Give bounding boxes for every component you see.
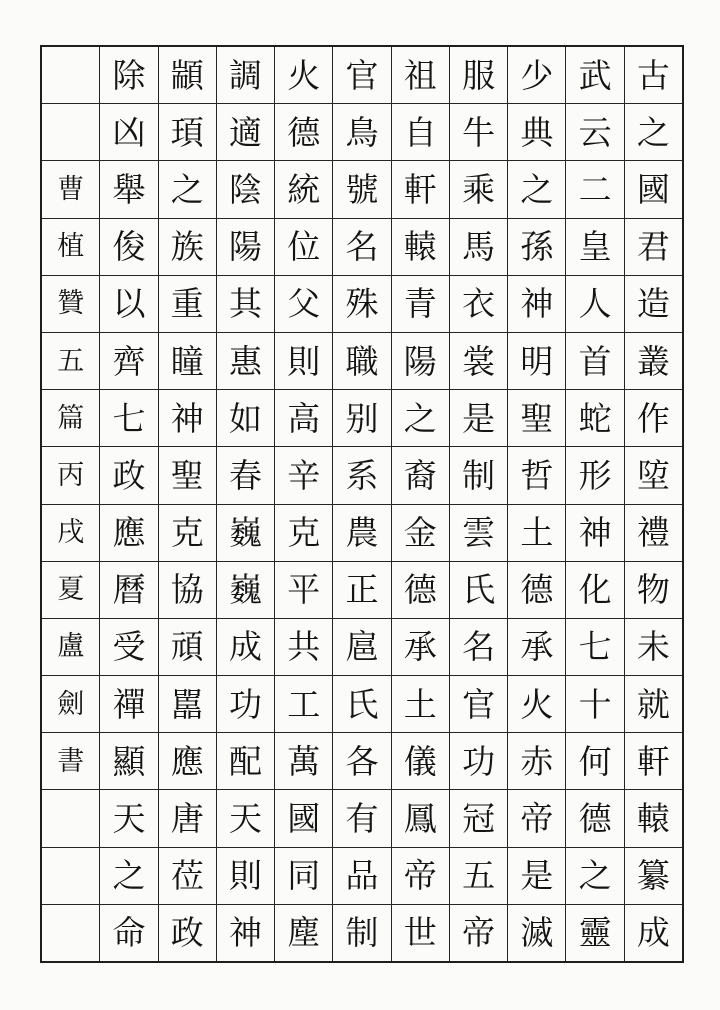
grid-cell: 曆	[100, 562, 157, 619]
grid-cell: 成	[217, 619, 274, 676]
text-column	[332, 47, 390, 961]
grid-cell: 裳	[450, 333, 507, 390]
grid-cell: 陽	[217, 219, 274, 276]
grid-cell: 殊	[333, 276, 390, 333]
grid-cell: 名	[333, 219, 390, 276]
grid-cell: 巍	[217, 505, 274, 562]
grid-cell: 之	[100, 848, 157, 905]
grid-cell: 官	[450, 676, 507, 733]
grid-cell: 禮	[625, 505, 682, 562]
grid-cell: 裔	[392, 447, 449, 504]
grid-cell: 德	[392, 562, 449, 619]
grid-cell: 七	[100, 390, 157, 447]
grid-cell: 有	[333, 790, 390, 847]
grid-cell: 作	[625, 390, 682, 447]
grid-cell: 纂	[625, 848, 682, 905]
grid-cell: 帝	[392, 848, 449, 905]
grid-cell: 聖	[508, 390, 565, 447]
grid-cell: 適	[217, 104, 274, 161]
grid-cell: 俊	[100, 219, 157, 276]
grid-cell: 國	[625, 161, 682, 218]
grid-cell: 則	[217, 848, 274, 905]
text-column	[624, 47, 682, 961]
grid-cell: 乘	[450, 161, 507, 218]
grid-cell	[42, 104, 99, 161]
grid-cell: 之	[159, 161, 216, 218]
grid-cell: 赤	[508, 733, 565, 790]
grid-cell: 政	[100, 447, 157, 504]
grid-cell: 土	[392, 676, 449, 733]
grid-cell: 就	[625, 676, 682, 733]
grid-cell: 别	[333, 390, 390, 447]
grid-cell: 功	[217, 676, 274, 733]
grid-cell: 配	[217, 733, 274, 790]
grid-cell	[42, 790, 99, 847]
grid-cell: 德	[508, 562, 565, 619]
grid-cell: 克	[159, 505, 216, 562]
grid-cell: 春	[217, 447, 274, 504]
grid-cell: 人	[566, 276, 623, 333]
grid-cell: 萬	[275, 733, 332, 790]
grid-cell: 自	[392, 104, 449, 161]
grid-cell: 五	[450, 848, 507, 905]
grid-cell: 之	[508, 161, 565, 218]
grid-cell: 名	[450, 619, 507, 676]
grid-cell: 植	[42, 219, 99, 276]
grid-cell: 族	[159, 219, 216, 276]
grid-cell: 孫	[508, 219, 565, 276]
grid-cell: 篇	[42, 390, 99, 447]
grid-cell: 帝	[462, 913, 496, 953]
grid-cell: 惠	[217, 333, 274, 390]
grid-cell: 承	[392, 619, 449, 676]
grid-cell: 君	[625, 219, 682, 276]
text-column	[99, 47, 157, 961]
text-column	[565, 47, 623, 961]
grid-cell: 克	[275, 505, 332, 562]
grid-cell: 贊	[42, 276, 99, 333]
grid-cell: 書	[42, 733, 99, 790]
grid-cell: 辛	[275, 447, 332, 504]
grid-cell: 陽	[392, 333, 449, 390]
grid-cell: 鳥	[333, 104, 390, 161]
grid-cell: 以	[100, 276, 157, 333]
grid-cell: 功	[450, 733, 507, 790]
grid-cell: 成	[636, 913, 670, 953]
grid-cell: 軒	[625, 733, 682, 790]
grid-cell: 形	[566, 447, 623, 504]
grid-cell: 政	[170, 913, 204, 953]
grid-cell: 皇	[566, 219, 623, 276]
grid-cell: 天	[100, 790, 157, 847]
grid-cell: 之	[392, 390, 449, 447]
grid-cell: 古	[625, 47, 682, 104]
grid-cell: 轅	[625, 790, 682, 847]
grid-cell: 國	[275, 790, 332, 847]
grid-cell: 命	[112, 913, 146, 953]
grid-cell: 正	[333, 562, 390, 619]
grid-cell: 德	[275, 104, 332, 161]
grid-cell: 神	[159, 390, 216, 447]
grid-cell: 金	[392, 505, 449, 562]
grid-cell: 則	[275, 333, 332, 390]
grid-cell: 埅	[625, 447, 682, 504]
grid-cell: 少	[508, 47, 565, 104]
grid-cell: 二	[566, 161, 623, 218]
grid-cell: 頑	[159, 619, 216, 676]
grid-cell: 神	[508, 276, 565, 333]
grid-cell: 戌	[42, 505, 99, 562]
grid-cell: 馬	[450, 219, 507, 276]
grid-cell: 父	[275, 276, 332, 333]
grid-cell: 系	[333, 447, 390, 504]
grid-cell: 天	[217, 790, 274, 847]
grid-cell: 衣	[450, 276, 507, 333]
grid-cell: 七	[566, 619, 623, 676]
grid-cell: 云	[566, 104, 623, 161]
grid-cell	[42, 47, 99, 104]
grid-cell: 五	[42, 333, 99, 390]
grid-cell: 巍	[217, 562, 274, 619]
text-column	[274, 47, 332, 961]
grid-cell: 應	[100, 505, 157, 562]
grid-cell: 滅	[520, 913, 554, 953]
grid-cell: 祖	[392, 47, 449, 104]
grid-cell: 靈	[578, 913, 612, 953]
grid-cell: 典	[508, 104, 565, 161]
grid-cell: 盧	[42, 619, 99, 676]
grid-cell: 帝	[508, 790, 565, 847]
grid-cell: 塵	[287, 913, 321, 953]
grid-cell: 之	[566, 848, 623, 905]
grid-cell: 轅	[392, 219, 449, 276]
grid-cell: 唐	[159, 790, 216, 847]
grid-cell: 官	[333, 47, 390, 104]
calligraphy-grid-sheet	[40, 45, 684, 963]
grid-cell: 聖	[159, 447, 216, 504]
grid-cell: 調	[217, 47, 274, 104]
grid-cell: 其	[217, 276, 274, 333]
grid-cell: 顓	[159, 47, 216, 104]
grid-cell: 品	[333, 848, 390, 905]
grid-cell: 如	[217, 390, 274, 447]
signature-column	[42, 47, 99, 961]
grid-cell: 高	[275, 390, 332, 447]
grid-cell: 劍	[42, 676, 99, 733]
grid-cell: 協	[159, 562, 216, 619]
grid-cell: 扈	[333, 619, 390, 676]
grid-cell: 未	[625, 619, 682, 676]
grid-cell	[42, 848, 99, 905]
grid-cell: 丙	[42, 447, 99, 504]
grid-cell: 土	[508, 505, 565, 562]
grid-cell: 統	[275, 161, 332, 218]
grid-cell: 化	[566, 562, 623, 619]
grid-cell: 制	[345, 913, 379, 953]
grid-cell: 禪	[100, 676, 157, 733]
grid-cell: 儀	[392, 733, 449, 790]
grid-cell: 除	[100, 47, 157, 104]
grid-cell: 受	[100, 619, 157, 676]
grid-cell: 神	[566, 505, 623, 562]
grid-cell: 嚚	[159, 676, 216, 733]
grid-cell: 武	[566, 47, 623, 104]
grid-cell: 平	[275, 562, 332, 619]
grid-cell: 同	[275, 848, 332, 905]
grid-cell: 農	[333, 505, 390, 562]
grid-cell: 哲	[508, 447, 565, 504]
grid-cell: 共	[275, 619, 332, 676]
text-column	[158, 47, 216, 961]
grid-cell: 首	[566, 333, 623, 390]
grid-cell: 位	[275, 219, 332, 276]
grid-cell: 各	[333, 733, 390, 790]
text-column	[391, 47, 449, 961]
grid-cell: 夏	[42, 562, 99, 619]
grid-cell: 蛇	[566, 390, 623, 447]
grid-cell: 物	[625, 562, 682, 619]
grid-cell: 神	[229, 913, 262, 953]
grid-cell: 氏	[450, 562, 507, 619]
grid-cell: 莅	[159, 848, 216, 905]
grid-cell: 曹	[42, 161, 99, 218]
grid-cell: 工	[275, 676, 332, 733]
grid-cell: 叢	[625, 333, 682, 390]
text-column	[449, 47, 507, 961]
grid-cell: 應	[159, 733, 216, 790]
grid-cell: 凶	[100, 104, 157, 161]
grid-cell: 瞳	[159, 333, 216, 390]
grid-cell: 職	[333, 333, 390, 390]
grid-cell: 明	[508, 333, 565, 390]
grid-cell: 舉	[100, 161, 157, 218]
grid-cell: 陰	[217, 161, 274, 218]
text-column	[507, 47, 565, 961]
grid-cell: 牛	[450, 104, 507, 161]
grid-cell: 重	[159, 276, 216, 333]
grid-cell: 十	[566, 676, 623, 733]
grid-cell: 德	[566, 790, 623, 847]
grid-cell: 之	[625, 104, 682, 161]
grid-cell: 是	[450, 390, 507, 447]
grid-cell: 青	[392, 276, 449, 333]
text-column	[216, 47, 274, 961]
grid-cell: 頊	[159, 104, 216, 161]
grid-cell: 承	[508, 619, 565, 676]
grid-cell: 火	[275, 47, 332, 104]
grid-cell: 號	[333, 161, 390, 218]
grid-cell: 火	[508, 676, 565, 733]
grid-cell: 軒	[392, 161, 449, 218]
grid-cell: 制	[450, 447, 507, 504]
grid-cell: 是	[508, 848, 565, 905]
grid-cell: 齊	[100, 333, 157, 390]
grid-cell: 鳳	[392, 790, 449, 847]
grid-cell: 冠	[450, 790, 507, 847]
grid-cell: 服	[450, 47, 507, 104]
grid-cell: 雲	[450, 505, 507, 562]
grid-cell: 氏	[333, 676, 390, 733]
grid-cell: 顯	[100, 733, 157, 790]
grid-cell: 造	[625, 276, 682, 333]
grid-cell: 世	[403, 913, 437, 953]
grid-cell	[42, 905, 99, 961]
grid-cell: 何	[566, 733, 623, 790]
